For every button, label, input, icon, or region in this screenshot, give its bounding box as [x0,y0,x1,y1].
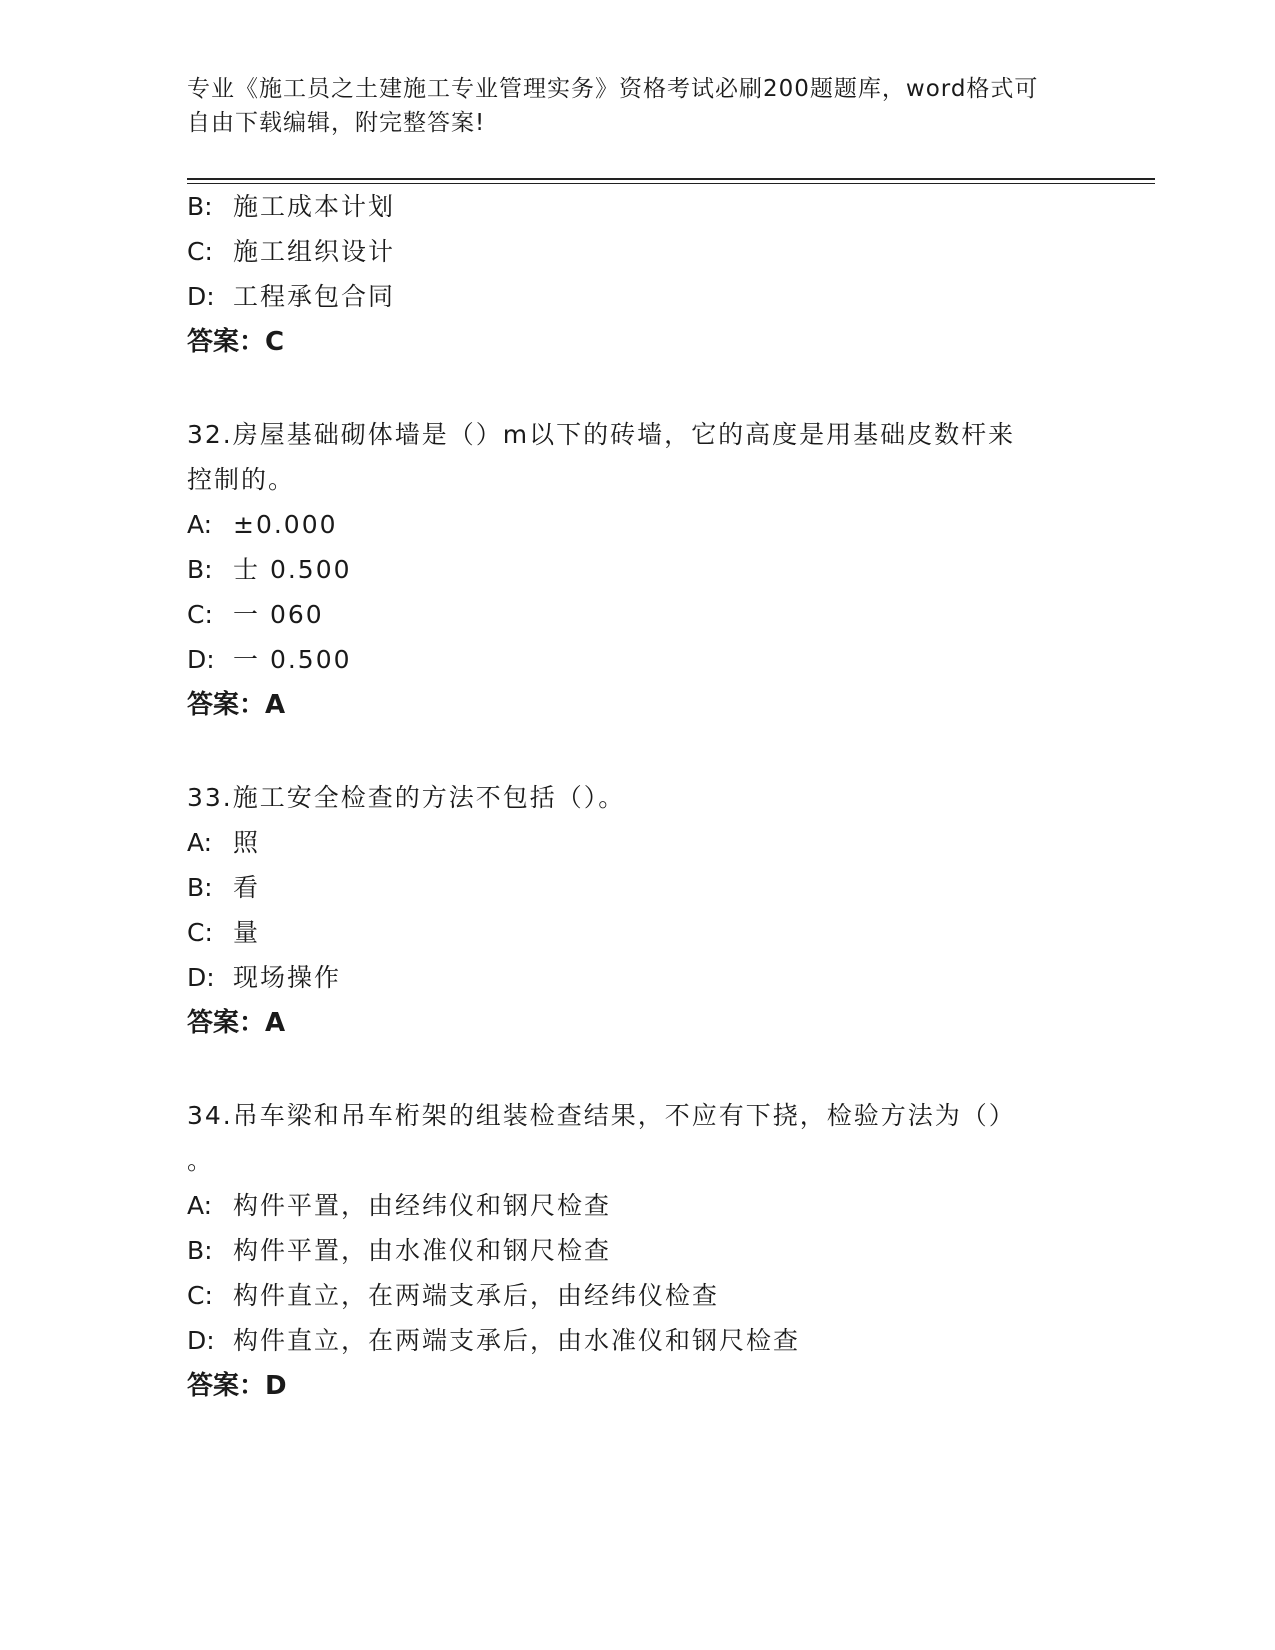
option-text: 构件平置，由经纬仪和钢尺检查 [233,1191,612,1220]
option-b [187,190,1087,235]
option-d [187,1324,1087,1369]
spacer [187,370,1087,418]
option-c [187,1279,1087,1324]
question-stem-line-2: 控制的。 [187,465,296,494]
option-letter: C: [187,1281,213,1310]
answer-line: 答案：C [187,327,285,357]
option-text: 构件平置，由水准仪和钢尺检查 [233,1236,612,1265]
option-b [187,553,1087,598]
question-stem-line-1: 34.吊车梁和吊车桁架的组装检查结果，不应有下挠，检验方法为（） [187,1101,1016,1130]
spacer [187,733,1087,781]
option-text: ±0.000 [233,510,338,539]
option-text: 一 0.500 [233,645,352,674]
option-d [187,961,1087,1006]
question-33 [187,781,1087,1051]
option-letter: A: [187,1191,213,1220]
spacer [187,1051,1087,1099]
option-b [187,1234,1087,1279]
option-d [187,643,1087,688]
option-text: 施工成本计划 [233,192,396,221]
option-text: 士 0.500 [233,555,352,584]
option-a [187,508,1087,553]
option-text: 看 [233,873,261,902]
option-letter: C: [187,918,213,947]
option-d [187,280,1087,325]
option-letter: D: [187,645,215,674]
option-a [187,826,1087,871]
option-text: 量 [233,918,261,947]
option-letter: D: [187,963,215,992]
option-letter: A: [187,510,213,539]
header-divider-thick [187,178,1155,180]
option-text: 施工组织设计 [233,237,396,266]
option-letter: B: [187,192,213,221]
question-31-tail [187,190,1087,370]
option-c [187,916,1087,961]
option-text: 工程承包合同 [233,282,396,311]
option-text: 构件直立，在两端支承后，由经纬仪检查 [233,1281,720,1310]
header-line-2: 自由下载编辑，附完整答案! [187,110,486,136]
header-line-1: 专业《施工员之土建施工专业管理实务》资格考试必刷200题题库，word格式可 [187,76,1039,102]
question-stem-line-2: 。 [187,1146,215,1175]
question-stem [187,781,1087,826]
option-text: 照 [233,828,261,857]
question-stem-line-1: 33.施工安全检查的方法不包括（）。 [187,783,626,812]
answer-line: 答案：D [187,1371,287,1401]
option-c [187,235,1087,280]
option-letter: C: [187,600,213,629]
option-letter: D: [187,1326,215,1355]
question-32 [187,418,1087,733]
option-letter: B: [187,555,213,584]
option-letter: D: [187,282,215,311]
header-divider-thin [187,183,1155,184]
option-b [187,871,1087,916]
question-list [187,190,1087,1414]
option-letter: B: [187,873,213,902]
document-header [187,72,1067,140]
option-text: 现场操作 [233,963,342,992]
question-stem [187,1099,1087,1178]
question-34 [187,1099,1087,1414]
question-stem-line-1: 32.房屋基础砌体墙是（）m以下的砖墙，它的高度是用基础皮数杆来 [187,420,1016,449]
answer-line: 答案：A [187,1008,286,1038]
question-stem [187,418,1087,497]
answer-line: 答案：A [187,690,286,720]
option-text: 构件直立，在两端支承后，由水准仪和钢尺检查 [233,1326,801,1355]
option-text: 一 060 [233,600,324,629]
option-letter: B: [187,1236,213,1265]
option-letter: C: [187,237,213,266]
option-letter: A: [187,828,213,857]
option-c [187,598,1087,643]
option-a [187,1189,1087,1234]
